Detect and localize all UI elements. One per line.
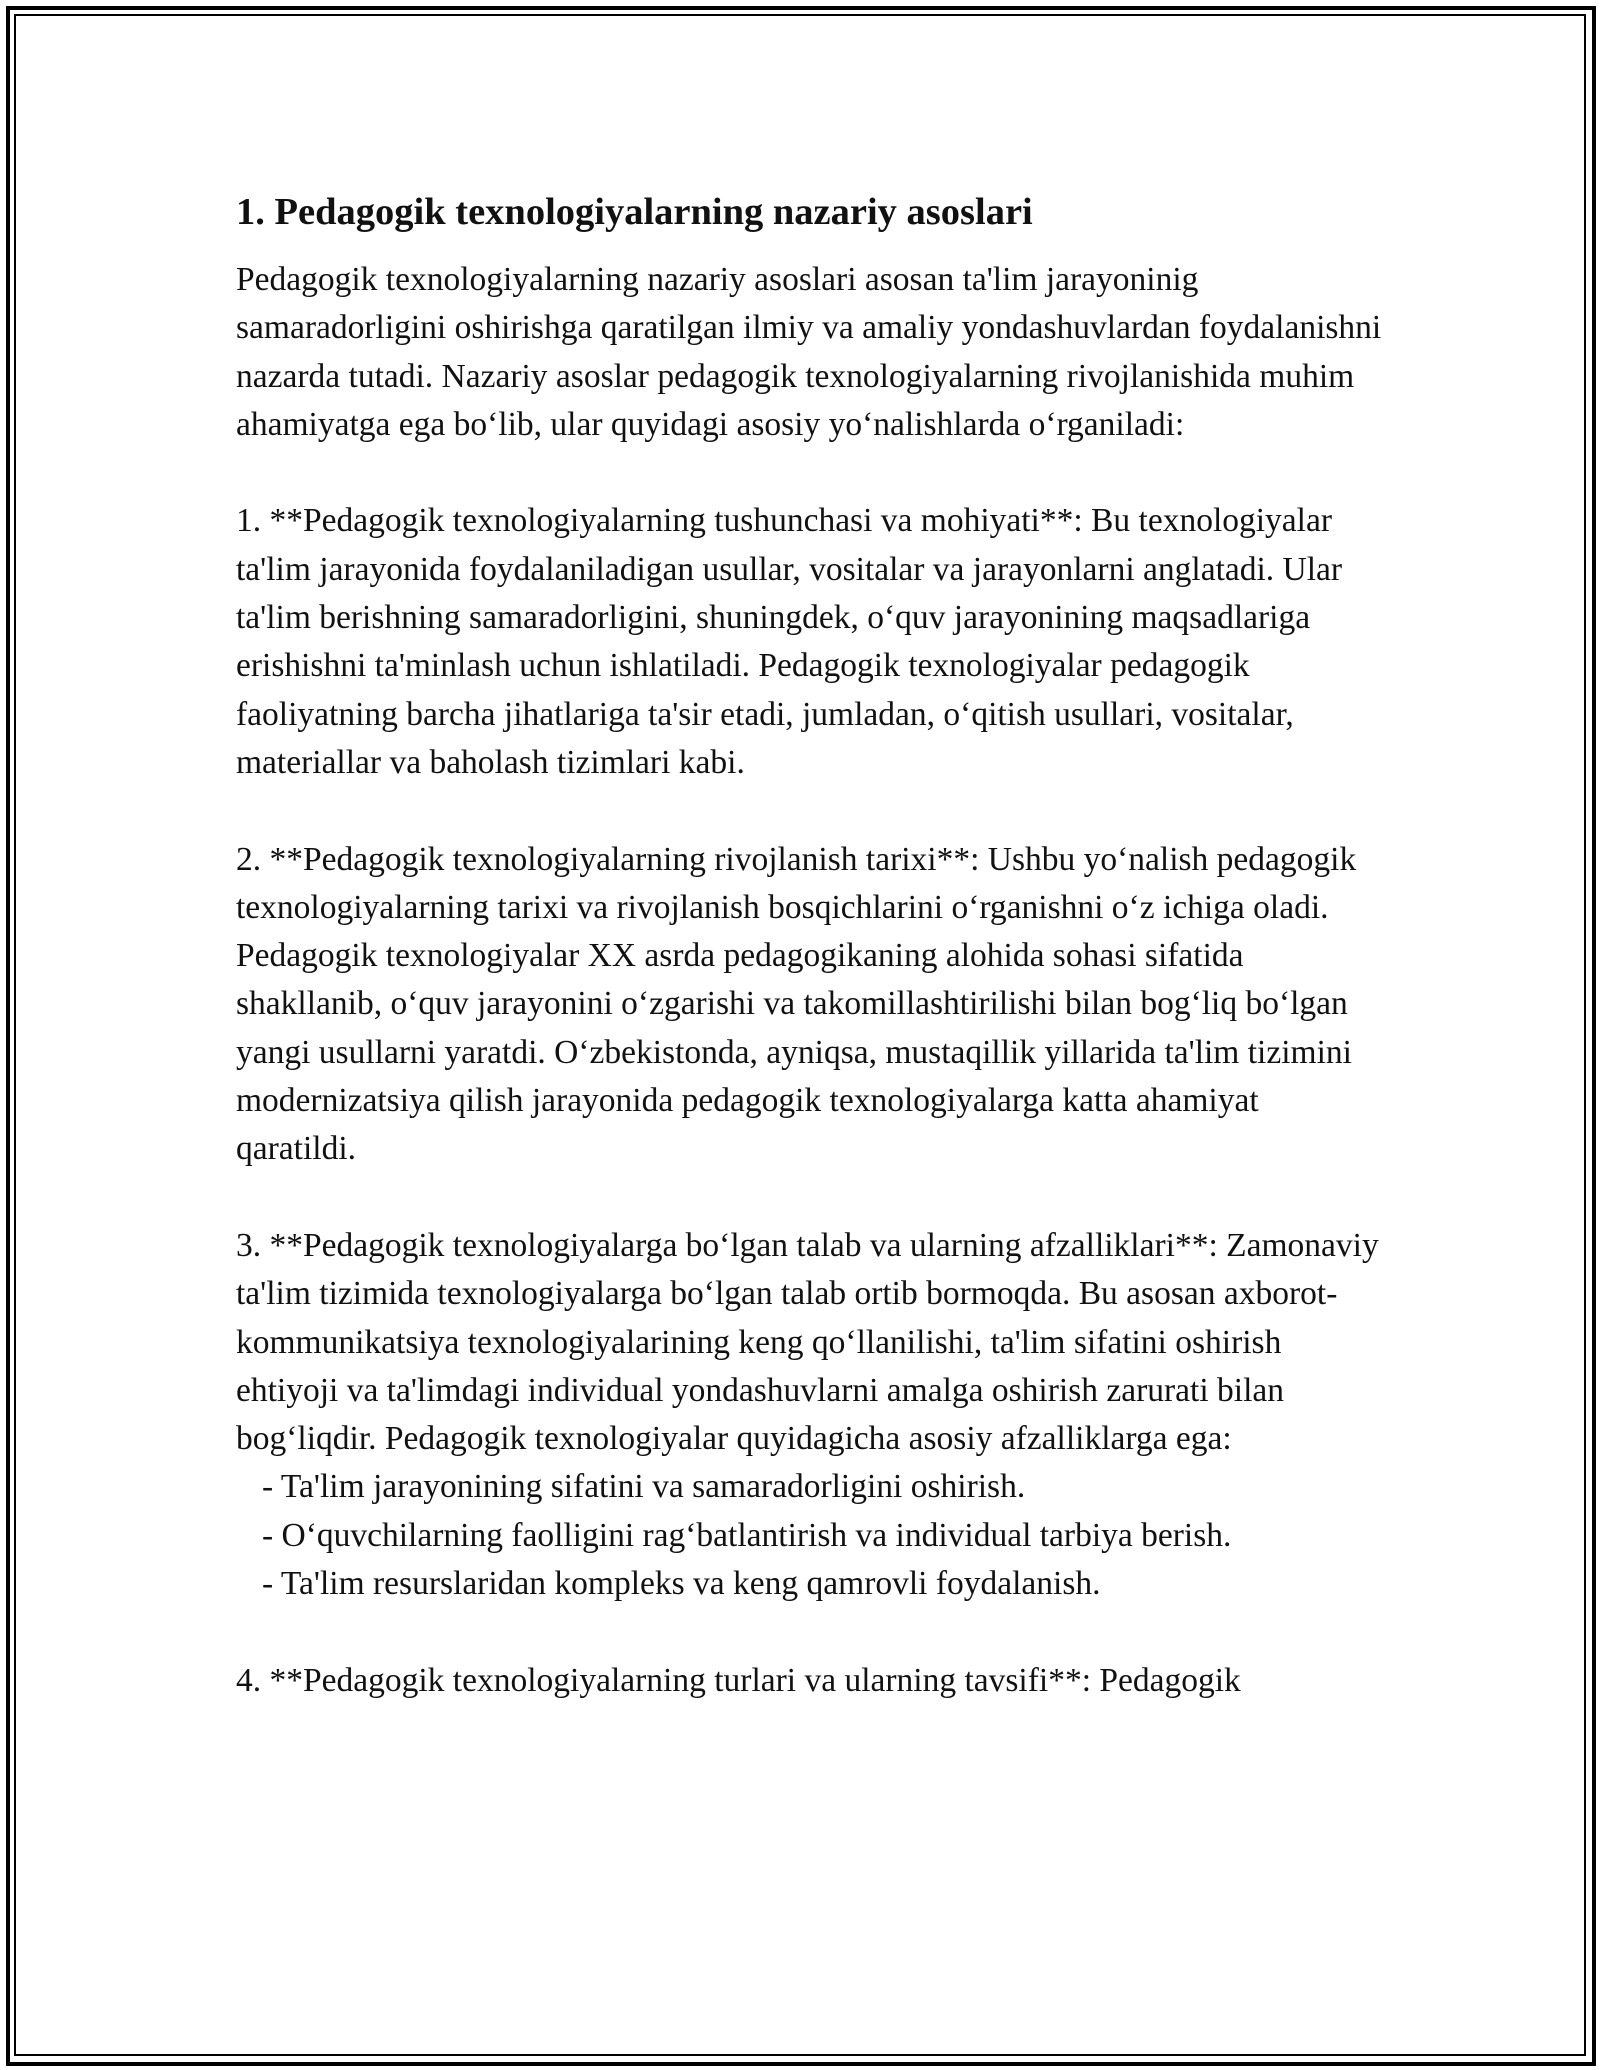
bullet-item: - Ta'lim jarayonining sifatini va samaradorligini oshirish. bbox=[262, 1468, 1026, 1506]
bullet-item: - Ta'lim resurslaridan kompleks va keng qamrovli foydalanish. bbox=[262, 1565, 1101, 1603]
section-heading: 1. Pedagogik texnologiyalarning nazariy asoslari bbox=[236, 191, 1033, 233]
bullet-item: - O‘quvchilarning faolligini rag‘batlantirish va individual tarbiya berish. bbox=[262, 1516, 1232, 1554]
paragraph-gap bbox=[236, 1608, 1386, 1656]
paragraph-gap bbox=[236, 1174, 1386, 1222]
intro-paragraph: Pedagogik texnologiyalarning nazariy asoslari asosan ta'lim jarayoninig samaradorligini oshirishga qaratilgan ilmiy va amaliy yondashuvlardan foydalanishni nazarda tutadi. Nazariy asoslar pedagogik texnologiyalarning rivojlanishida muhim ahamiyatga ega bo‘lib, ular quyidagi asosiy yo‘nalishlarda o‘rganiladi: bbox=[236, 261, 1382, 443]
paragraph-section-1: 1. **Pedagogik texnologiyalarning tushunchasi va mohiyati**: Bu texnologiyalar ta'lim jarayonida foydalaniladigan usullar, vositalar va jarayonlarni anglatadi. Ular ta'lim berishning samaradorligini, shuningdek, o‘quv jarayonining maqsadlariga erishishni ta'minlash uchun ishlatiladi. Pedagogik texnologiyalar pedagogik faoliyatning barcha jihatlariga ta'sir etadi, jumladan, o‘qitish usullari, vositalar, materiallar va baholash tizimlari kabi. bbox=[236, 502, 1343, 781]
paragraph-section-3 bbox=[236, 1222, 1386, 1608]
paragraph-gap bbox=[236, 787, 1386, 835]
paragraph-gap bbox=[236, 449, 1386, 497]
paragraph-section-4: 4. **Pedagogik texnologiyalarning turlari va ularning tavsifi**: Pedagogik bbox=[236, 1661, 1241, 1699]
section-3-text: 3. **Pedagogik texnologiyalarga bo‘lgan talab va ularning afzalliklari**: Zamonaviy ta'lim tizimida texnologiyalarga bo‘lgan talab ortib bormoqda. Bu asosan axborot-kommunikatsiya texnologiyalarining keng qo‘llanilishi, ta'lim sifatini oshirish ehtiyoji va ta'limdagi individual yondashuvlarni amalga oshirish zarurati bilan bog‘liqdir. Pedagogik texnologiyalar quyidagicha asosiy afzalliklarga ega: bbox=[236, 1226, 1379, 1458]
document-body bbox=[236, 186, 1386, 1705]
paragraph-section-2: 2. **Pedagogik texnologiyalarning rivojlanish tarixi**: Ushbu yo‘nalish pedagogik texnologiyalarning tarixi va rivojlanish bosqichlarini o‘rganishni o‘z ichiga oladi. Pedagogik texnologiyalar XX asrda pedagogikaning alohida sohasi sifatida shakllanib, o‘quv jarayonini o‘zgarishi va takomillashtirilishi bilan bog‘liq bo‘lgan yangi usullarni yaratdi. O‘zbekistonda, ayniqsa, mustaqillik yillarida ta'lim tizimini modernizatsiya qilish jarayonida pedagogik texnologiyalarga katta ahamiyat qaratildi. bbox=[236, 840, 1357, 1168]
